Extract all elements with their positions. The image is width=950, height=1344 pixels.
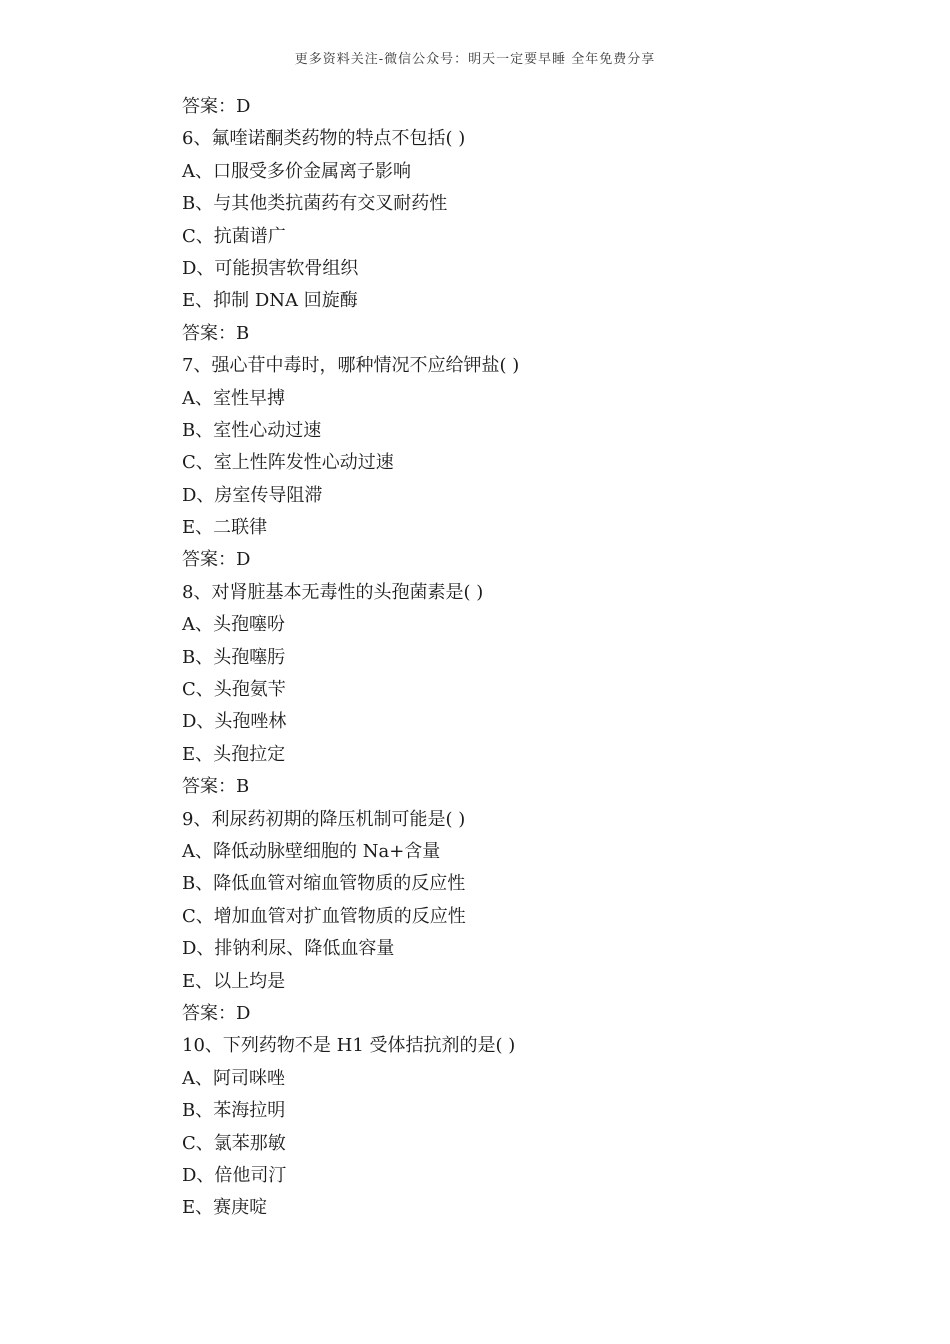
option-line: E、头孢拉定 [182, 743, 286, 765]
option-line: B、室性心动过速 [182, 419, 322, 441]
option-line: B、与其他类抗菌药有交叉耐药性 [182, 193, 448, 215]
option-line: C、室上性阵发性心动过速 [182, 452, 394, 474]
option-line: D、房室传导阻滞 [182, 484, 323, 506]
option-line: E、二联律 [182, 517, 268, 539]
answer-line: 答案：D [182, 96, 251, 117]
question-stem: 6、氟喹诺酮类药物的特点不包括( ) [182, 128, 466, 150]
answer-line: 答案：B [182, 776, 250, 798]
option-line: D、倍他司汀 [182, 1164, 287, 1186]
option-line: C、氯苯那敏 [182, 1132, 286, 1154]
option-line: A、阿司咪唑 [182, 1067, 285, 1089]
option-line: A、口服受多价金属离子影响 [182, 160, 411, 182]
option-line: A、降低动脉壁细胞的 Na+含量 [182, 840, 441, 862]
question-stem: 9、利尿药初期的降压机制可能是( ) [182, 808, 466, 830]
option-line: C、增加血管对扩血管物质的反应性 [182, 905, 466, 927]
page-header: 更多资料关注-微信公众号：明天一定要早睡 全年免费分享 [294, 52, 656, 67]
question-list [182, 91, 882, 1225]
question-stem: 8、对肾脏基本无毒性的头孢菌素是( ) [182, 581, 484, 603]
option-line: E、抑制 DNA 回旋酶 [182, 290, 358, 312]
option-line: E、赛庚啶 [182, 1197, 268, 1219]
answer-line: 答案：D [182, 1002, 251, 1024]
question-stem: 7、强心苷中毒时，哪种情况不应给钾盐( ) [182, 355, 520, 377]
option-line: A、室性早搏 [182, 387, 285, 409]
option-line: D、头孢唑林 [182, 711, 287, 733]
option-line: A、头孢噻吩 [182, 614, 285, 636]
question-stem: 10、下列药物不是 H1 受体拮抗剂的是( ) [182, 1035, 516, 1057]
option-line: C、头孢氨苄 [182, 679, 286, 701]
option-line: D、可能损害软骨组织 [182, 257, 359, 279]
answer-line: 答案：B [182, 322, 250, 344]
option-line: B、苯海拉明 [182, 1100, 286, 1122]
option-line: B、头孢噻肟 [182, 646, 286, 668]
option-line: B、降低血管对缩血管物质的反应性 [182, 873, 466, 895]
option-line: E、以上均是 [182, 970, 286, 992]
answer-line: 答案：D [182, 549, 251, 571]
option-line: C、抗菌谱广 [182, 225, 286, 247]
option-line: D、排钠利尿、降低血容量 [182, 938, 395, 960]
